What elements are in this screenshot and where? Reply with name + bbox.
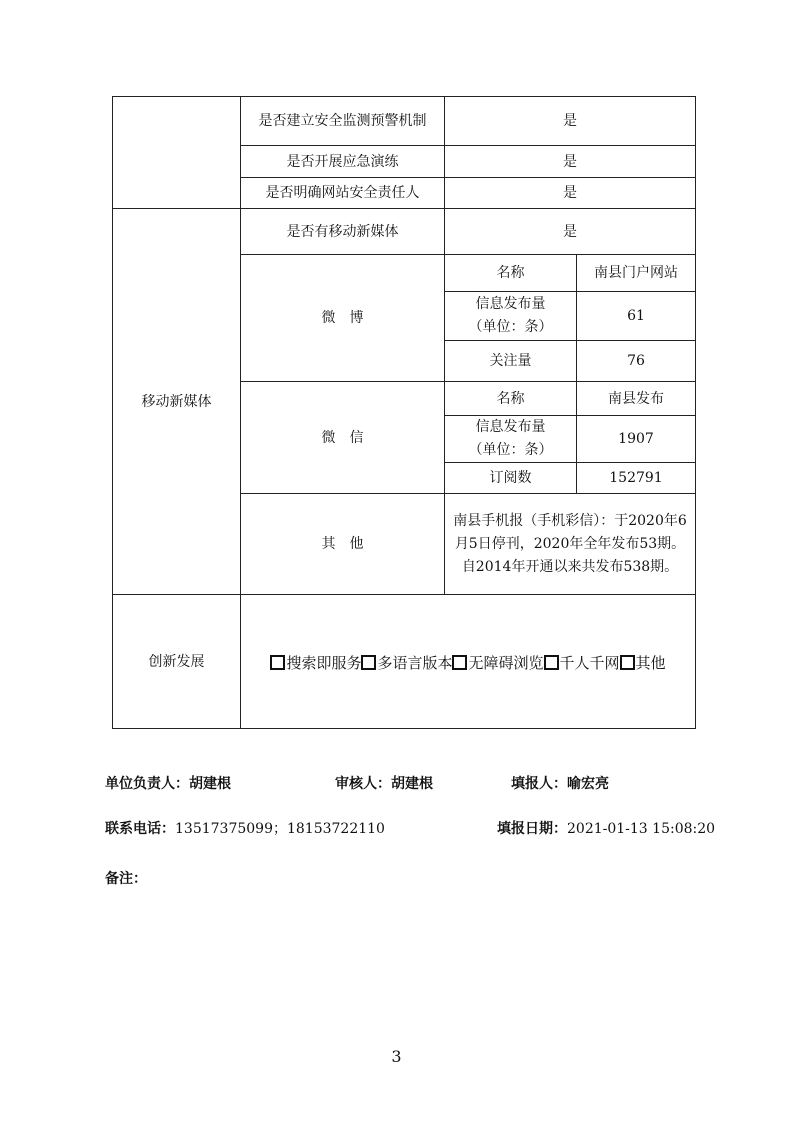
- emergency-drill-label: 是否开展应急演练: [286, 153, 399, 170]
- checkbox-icon[interactable]: [361, 655, 376, 670]
- weibo-followers-value: 76: [627, 353, 645, 369]
- monitoring-warning-label: 是否建立安全监测预警机制: [258, 113, 427, 129]
- wechat-posts-value: 1907: [618, 431, 654, 447]
- checkbox-icon[interactable]: [620, 655, 635, 670]
- date-label: 填报日期：: [497, 821, 567, 837]
- option-search-as-service[interactable]: [270, 652, 361, 673]
- has-mobile-media-value: 是: [563, 223, 577, 240]
- other-media-label: 其 他: [321, 536, 364, 552]
- innovation-options: [241, 596, 695, 728]
- wechat-label: 微 信: [321, 429, 364, 446]
- fill-date: [497, 818, 715, 838]
- option-label: 搜索即服务: [286, 653, 362, 672]
- mobile-media-section-label: 移动新媒体: [141, 393, 212, 410]
- wechat-subscribers-label: 订阅数: [489, 470, 532, 486]
- phone-value: 13517375099；18153722110: [175, 821, 385, 837]
- filler-label: 填报人：: [511, 776, 567, 792]
- innovation-label: 创新发展: [148, 653, 205, 670]
- weibo-posts-label: 信息发布量（单位：条）: [468, 296, 553, 335]
- phone-label: 联系电话：: [105, 821, 175, 837]
- unit-head-name: 胡建根: [189, 776, 231, 792]
- security-owner-label: 是否明确网站安全责任人: [265, 185, 420, 201]
- filler: [511, 773, 609, 793]
- option-accessibility[interactable]: [452, 652, 543, 673]
- unit-head: [105, 773, 231, 793]
- has-mobile-media-label: 是否有移动新媒体: [286, 223, 399, 240]
- checkbox-icon[interactable]: [270, 655, 285, 670]
- weibo-posts-value: 61: [627, 308, 645, 324]
- weibo-name-value: 南县门户网站: [594, 265, 678, 281]
- option-personalized[interactable]: [544, 652, 620, 673]
- option-multilingual[interactable]: [361, 652, 452, 673]
- option-other[interactable]: [620, 652, 666, 673]
- page-number: 3: [391, 1047, 402, 1066]
- unit-head-label: 单位负责人：: [105, 776, 189, 792]
- option-label: 其他: [635, 653, 666, 672]
- reviewer: [335, 773, 433, 793]
- option-label: 多语言版本: [377, 653, 453, 672]
- weibo-label: 微 博: [321, 310, 364, 326]
- wechat-subscribers-value: 152791: [609, 470, 663, 486]
- date-value: 2021-01-13 15:08:20: [567, 821, 716, 837]
- other-media-description: 南县手机报（手机彩信）：于2020年6月5日停刊，2020年全年发布53期。自2014年开通以来共发布538期。: [453, 512, 687, 575]
- security-owner-value: 是: [563, 185, 577, 201]
- option-label: 千人千网: [559, 653, 620, 672]
- checkbox-icon[interactable]: [452, 655, 467, 670]
- option-label: 无障碍浏览: [468, 653, 544, 672]
- monitoring-warning-value: 是: [563, 113, 577, 129]
- weibo-followers-label: 关注量: [489, 353, 532, 369]
- weibo-name-label: 名称: [496, 265, 525, 281]
- checkbox-icon[interactable]: [544, 655, 559, 670]
- wechat-name-label: 名称: [496, 390, 525, 407]
- reviewer-label: 审核人：: [335, 776, 391, 792]
- remarks-label: 备注：: [105, 871, 147, 887]
- contact-phone: [105, 818, 385, 838]
- reviewer-name: 胡建根: [391, 776, 433, 792]
- wechat-posts-label: 信息发布量（单位：条）: [468, 419, 553, 458]
- wechat-name-value: 南县发布: [608, 390, 664, 407]
- filler-name: 喻宏亮: [567, 776, 609, 792]
- emergency-drill-value: 是: [563, 153, 577, 170]
